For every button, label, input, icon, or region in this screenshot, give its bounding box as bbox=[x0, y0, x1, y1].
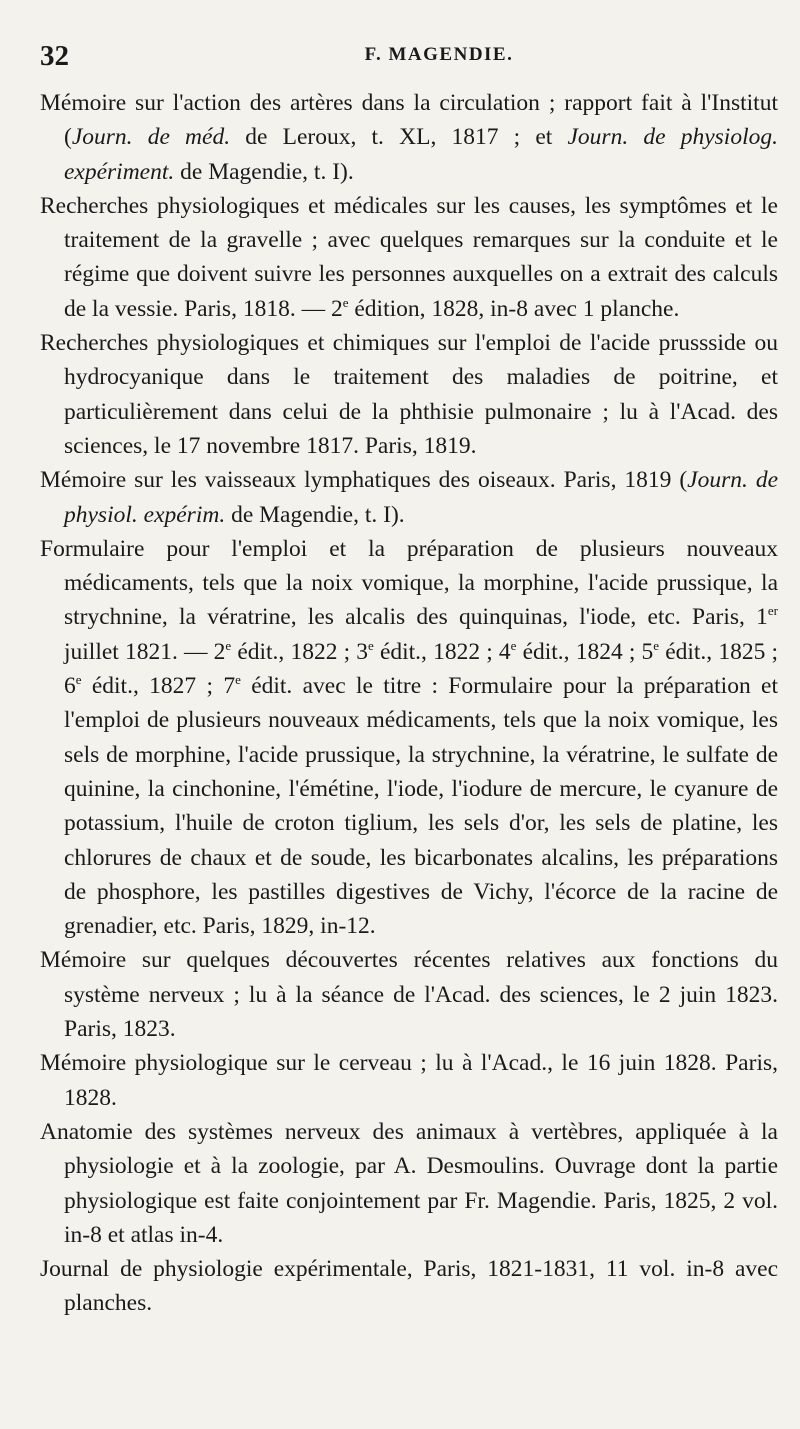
superscript: e bbox=[368, 637, 374, 653]
entry-text: édit., 1827 ; 7 bbox=[81, 673, 236, 700]
italic-citation: Journ. de physiol. expérim. bbox=[64, 467, 778, 528]
entry-text: Mémoire sur les vaisseaux lymphatiques des oiseaux. Paris, 1819 ( bbox=[40, 467, 688, 494]
entry-text: Mémoire physiologique sur le cerveau ; lu à l'Acad., le 16 juin 1828. Paris, 1828. bbox=[40, 1050, 778, 1111]
entry-text: édit., 1822 ; 3 bbox=[231, 638, 369, 665]
entry-text: de Magendie, t. I). bbox=[174, 158, 354, 185]
italic-citation: Journ. de méd. bbox=[71, 124, 231, 151]
entry-text: édition, 1828, in-8 avec 1 planche. bbox=[348, 295, 680, 322]
superscript: e bbox=[342, 294, 349, 310]
entry-text: Anatomie des systèmes nerveux des animaux à vertèbres, appliquée à la physiologie et à la zoologie, par A. Desmoulins. Ouvrage dont la partie physiologique est faite conjointement par Fr. Magendie. Paris, 1825, 2 vol. in-8 et atlas in-4. bbox=[40, 1118, 778, 1248]
superscript: e bbox=[653, 637, 660, 653]
entry-text: juillet 1821. — 2 bbox=[64, 638, 226, 665]
bibliography-entry bbox=[40, 86, 778, 189]
superscript: e bbox=[235, 672, 241, 688]
entry-text: édit., 1825 ; 6 bbox=[64, 638, 778, 700]
entry-text: édit., 1822 ; 4 bbox=[373, 638, 511, 665]
entry-text: Mémoire sur l'action des artères dans la circulation ; rapport fait à l'Institut ( bbox=[40, 90, 778, 151]
page-header bbox=[40, 30, 778, 82]
bibliography-list bbox=[40, 86, 778, 1321]
bibliography-entry bbox=[40, 463, 778, 532]
entry-text: de Leroux, t. XL, 1817 ; et bbox=[230, 124, 568, 151]
entry-text: Recherches physiologiques et médicales sur les causes, les symptômes et le traitement de la gravelle ; avec quelques remarques sur la conduite et le régime que doivent suivre les personnes auxquelles on a extrait des calculs de la vessie. Paris, 1818. — 2 bbox=[40, 192, 778, 322]
entry-text: Journal de physiologie expérimentale, Paris, 1821-1831, 11 vol. in-8 avec planches. bbox=[40, 1256, 778, 1317]
bibliography-entry bbox=[40, 189, 778, 326]
bibliography-entry bbox=[40, 943, 778, 1046]
entry-text: Mémoire sur quelques découvertes récentes relatives aux fonctions du système nerveux ; lu à la séance de l'Acad. des sciences, le 2 juin 1823. Paris, 1823. bbox=[40, 947, 778, 1043]
bibliography-entry bbox=[40, 1046, 778, 1115]
bibliography-entry bbox=[40, 1252, 778, 1321]
bibliography-entry bbox=[40, 532, 778, 944]
entry-text: Recherches physiologiques et chimiques sur l'emploi de l'acide prussside ou hydrocyanique dans le traitement des maladies de poitrine, et particulièrement dans celui de la phthisie pulmonaire ; lu à l'Acad. des sciences, le 17 novembre 1817. Paris, 1819. bbox=[40, 330, 778, 459]
italic-citation: Journ. de physiolog. expériment. bbox=[64, 124, 778, 185]
running-head: F. MAGENDIE. bbox=[364, 44, 514, 65]
superscript: e bbox=[225, 637, 232, 653]
superscript: e bbox=[510, 637, 517, 653]
page-number: 32 bbox=[40, 40, 69, 72]
superscript: e bbox=[75, 672, 82, 688]
bibliography-entry bbox=[40, 1115, 778, 1252]
entry-text: Formulaire pour l'emploi et la préparation de plusieurs nouveaux médicaments, tels que la noix vomique, la morphine, l'acide prussique, la strychnine, la vératrine, les alcalis des quinquinas, l'iode, etc. Paris, 1 bbox=[40, 535, 778, 631]
entry-text: édit., 1824 ; 5 bbox=[516, 638, 654, 665]
entry-text: édit. avec le titre : Formulaire pour la préparation et l'emploi de plusieurs nouveaux médicaments, tels que la noix vomique, les sels de morphine, l'acide prussique, la strychnine, la vératrine, le sulfate de quinine, la cinchonine, l'émétine, l'iode, l'iodure de mercure, le cyanure de potassium, l'huile de croton tiglium, les sels d'or, les sels de platine, les chlorures de chaux et de soude, les bicarbonates alcalins, les préparations de phosphore, les pastilles digestives de Vichy, l'écorce de la racine de grenadier, etc. Paris, 1829, in-12. bbox=[64, 673, 778, 940]
bibliography-entry bbox=[40, 326, 778, 463]
entry-text: de Magendie, t. I). bbox=[225, 501, 405, 528]
superscript: er bbox=[767, 603, 778, 619]
